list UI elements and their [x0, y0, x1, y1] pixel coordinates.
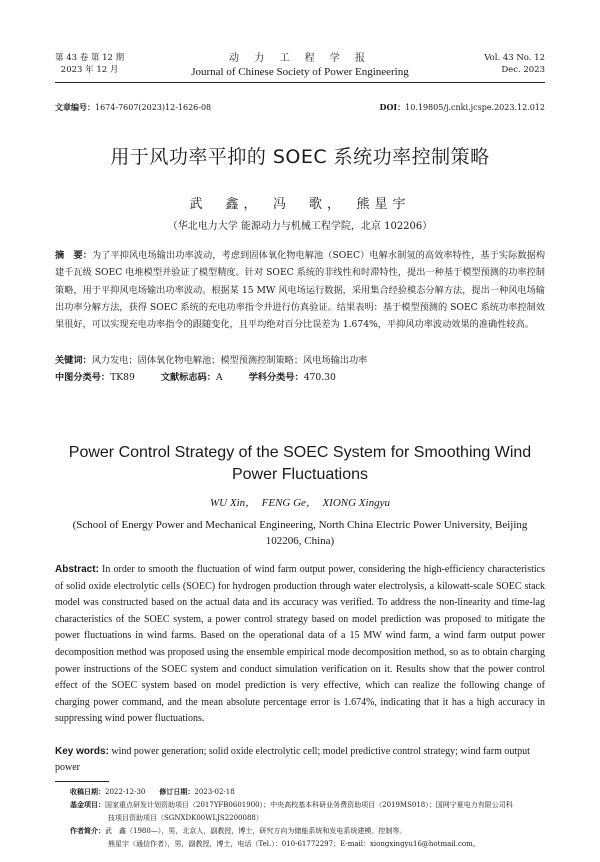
fund-line-1: 国家重点研发计划资助项目（2017YFB0601900）；中央高校基本科研业务费资助项目（2019MS018）；国网宁夏电力有限公司科 [105, 801, 513, 809]
subject-code-label: 学科分类号： [248, 372, 304, 383]
keywords-cn-label: 关键词： [55, 355, 92, 366]
doi: 10.19805/j.cnki.jcspe.2023.12.012 [405, 103, 545, 112]
doc-code-value: A [215, 372, 223, 383]
journal-name-cn: 动 力 工 程 学 报 [229, 53, 371, 64]
date-en: Dec. 2023 [501, 65, 545, 75]
received-label: 收稿日期： [70, 788, 105, 796]
classification [55, 370, 545, 386]
keywords-en-label: Key words: [55, 746, 109, 757]
keywords-cn-text: 风力发电；固体氧化物电解池；模型预测控制策略；风电场输出功率 [91, 355, 368, 366]
footnote-author [70, 825, 545, 838]
affiliation-cn: （华北电力大学 能源动力与机械工程学院，北京 102206） [167, 221, 433, 232]
author-line-1: 武 鑫（1980—），男，北京人，副教授，博士，研究方向为储能系统和发电系统建模、控制等。 [105, 827, 407, 835]
keywords-en-text: wind power generation; solid oxide electrolytic cell; model predictive control strategy; wind farm output power [55, 746, 530, 773]
date-cn: 2023 年 12 月 [60, 65, 119, 75]
footnote [70, 786, 545, 851]
author-line-2: 熊星宇（通信作者），男，副教授，博士，电话（Tel.）：010-61772297；E-mail：xiongxingyu16@hotmail.com。 [108, 840, 480, 848]
journal-name-en: Journal of Chinese Society of Power Engineering [191, 66, 409, 78]
authors-en: WU Xin， FENG Ge， XIONG Xingyu [210, 497, 390, 509]
abstract-cn-label: 摘 要： [55, 250, 92, 261]
running-header [55, 52, 545, 82]
authors-cn: 武 鑫， 冯 歌， 熊星宇 [189, 197, 411, 212]
revised-label: 修订日期： [159, 788, 195, 796]
article-no: 1674-7607(2023)12-1626-08 [95, 103, 212, 112]
footnote-fund [70, 799, 545, 812]
abstract-cn-text: 为了平抑风电场输出功率波动，考虑到固体氧化物电解池（SOEC）电解水制氢的高效率特性，基于实际数据构建千瓦级 SOEC 电堆模型并验证了模型精度。针对 SOEC 系统的非线性和时滞特性，提出一种基于模型预测的功率控制策略，用于平抑风电场输出功率波动。根据某 15 MW 风电场运行数据，采用集合经验模态分解方法，提出一种风电场输出功率分解方法，获得 SOEC 系统的充电功率指令并进行仿真验证。结果表明：基于模型预测的 SOEC 系统功率控制效果很好，可以实现充电功率指令的跟随变化，且平均绝对百分比误差为 1.674%，平抑风功率波动效果的准确性较高。 [55, 250, 546, 331]
fund-line-2: 技项目资助项目（SGNXDK00WLJS2200088） [108, 814, 263, 822]
keywords-cn [55, 353, 545, 369]
abstract-cn [55, 247, 545, 333]
abstract-en-text: In order to smooth the fluctuation of wind farm output power, considering the high-efficiency characteristics of solid oxide electrolytic cells (SOEC) for hydrogen production through water electrolysis, a kilowatt-scale SOEC stack model was constructed based on the actual data and its accuracy was verified. To address the non-linearity and time-lag characteristics of the SOEC system, a power control strategy based on model prediction was proposed to mitigate the power fluctuations in wind farms. Based on the operational data of a 15 MW wind farm, a wind farm output power decomposition method was proposed using the ensemble empirical mode decomposition method, so as to obtain charging power instructions of the SOEC system and conduct simulation verification on it. Results show that the power control effect of the SOEC system based on model prediction is very effective, which can realize the following change of charging power command, and the mean absolute percentage error is 1.674%, indicating that it has a high accuracy in suppressing wind power fluctuations. [55, 564, 545, 725]
received-date: 2022-12-30 [105, 788, 146, 796]
footnote-dates [70, 786, 545, 799]
author-intro-label: 作者简介： [70, 827, 105, 835]
volume-issue-cn: 第 43 卷 第 12 期 [55, 53, 125, 63]
volume-issue-en: Vol. 43 No. 12 [484, 53, 545, 63]
header-right [484, 52, 545, 76]
title-cn: 用于风功率平抑的 SOEC 系统功率控制策略 [110, 146, 490, 168]
clc-label: 中图分类号： [55, 372, 111, 383]
affiliation-en: (School of Energy Power and Mechanical Engineering, North China Electric Power University, Beijing 102206, China) [72, 519, 528, 547]
revised-date: 2023-02-18 [194, 788, 235, 796]
header-center [55, 52, 545, 79]
doi-label: DOI： [379, 102, 406, 112]
title-en: Power Control Strategy of the SOEC System for Smoothing Wind Power Fluctuations [68, 444, 532, 483]
clc-value: TK89 [110, 372, 135, 383]
keywords-en [55, 744, 545, 776]
abstract-en-label: Abstract: [55, 564, 99, 575]
article-no-label: 文章编号： [55, 102, 95, 112]
header-rule [55, 82, 545, 83]
footnote-rule [55, 781, 109, 782]
subject-code-value: 470.30 [303, 372, 336, 383]
fund-label: 基金项目： [70, 801, 105, 809]
doc-code-label: 文献标志码： [160, 372, 216, 383]
abstract-en [55, 562, 545, 728]
